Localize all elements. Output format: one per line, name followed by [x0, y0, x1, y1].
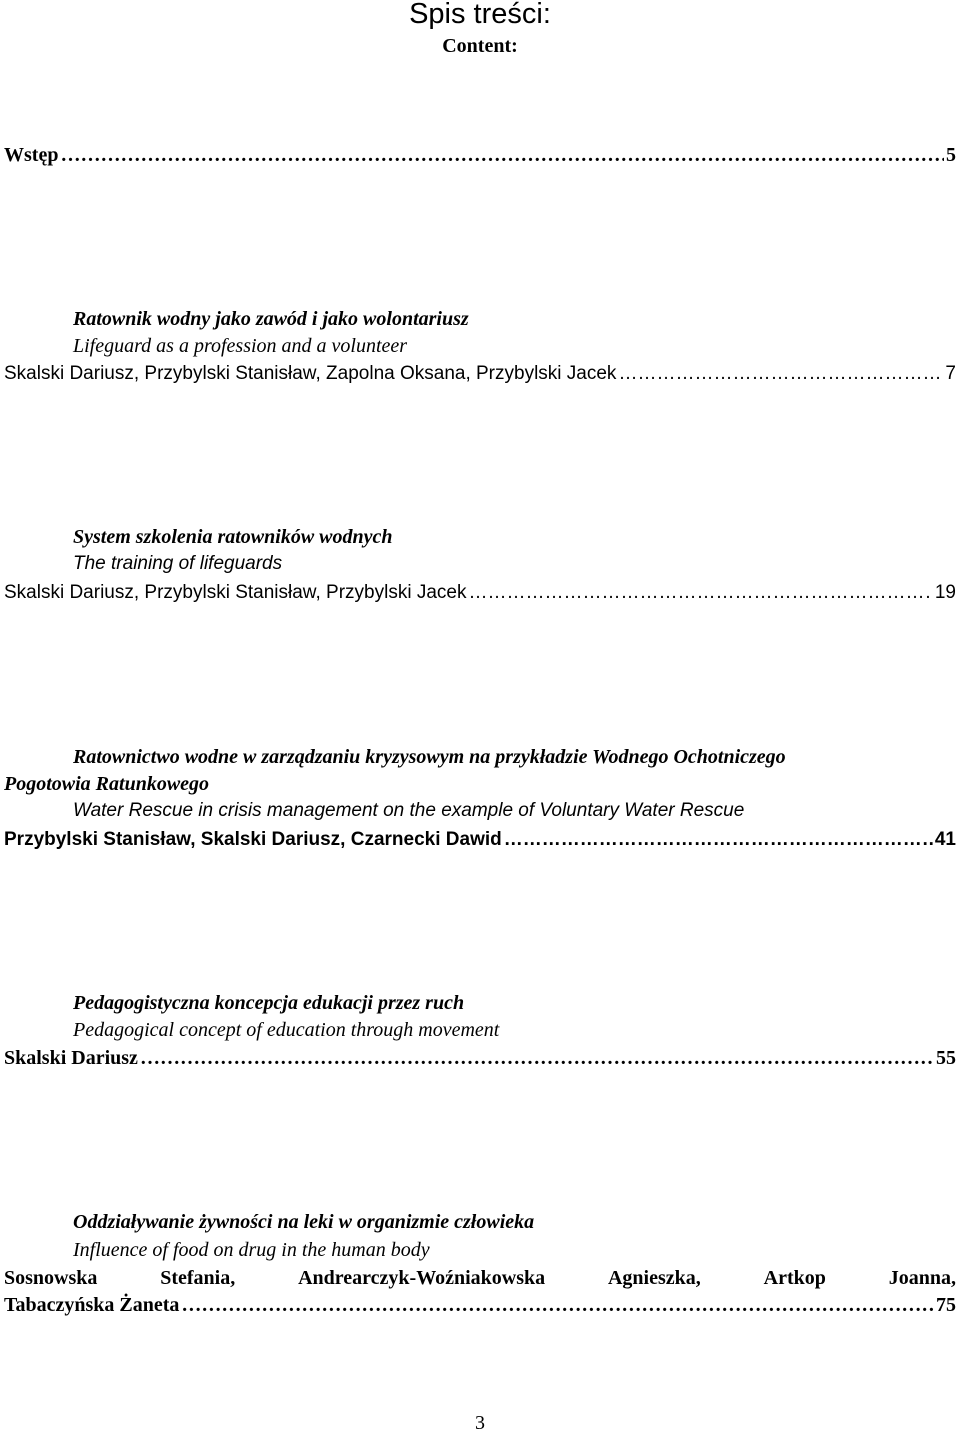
- toc-page-number: 55: [936, 1047, 956, 1069]
- toc-entry-introduction[interactable]: [4, 142, 956, 168]
- toc-entry-label: Wstęp: [4, 144, 59, 166]
- toc-entry-title-pl: Oddziaływanie żywności na leki w organizmie człowieka: [73, 1211, 535, 1233]
- toc-entry-title-pl: System szkolenia ratowników wodnych: [73, 526, 393, 548]
- toc-entry-title-en: Water Rescue in crisis management on the example of Voluntary Water Rescue: [73, 800, 745, 821]
- author-word: Sosnowska: [4, 1267, 98, 1289]
- dot-leader: [140, 1045, 934, 1071]
- toc-entry-title-en: The training of lifeguards: [73, 553, 283, 574]
- dot-leader: [618, 361, 943, 387]
- author-word: Stefania,: [160, 1267, 236, 1289]
- toc-entry-title-en: Influence of food on drug in the human body: [73, 1239, 430, 1261]
- dot-leader: [181, 1292, 934, 1318]
- toc-page-number: 7: [945, 363, 956, 384]
- toc-page-number: 41: [934, 829, 956, 850]
- toc-entry-title-pl: Pedagogistyczna koncepcja edukacji przez ruch: [73, 992, 465, 1014]
- toc-entry-authors[interactable]: [4, 1045, 956, 1071]
- page-subtitle: Content:: [442, 35, 518, 57]
- author-word: Agnieszka,: [607, 1267, 701, 1289]
- toc-entry-author-list: Skalski Dariusz, Przybylski Stanisław, Zapolna Oksana, Przybylski Jacek: [4, 363, 617, 384]
- dot-leader: [468, 580, 932, 606]
- toc-page-number: 5: [946, 144, 956, 166]
- toc-entry-authors-line1: [4, 1265, 956, 1291]
- dot-leader: [504, 827, 933, 853]
- page-title: Spis treści:: [409, 0, 551, 30]
- toc-page-number: 19: [934, 582, 956, 603]
- toc-entry-authors[interactable]: [4, 361, 956, 387]
- toc-entry-authors[interactable]: [4, 580, 956, 606]
- toc-entry-author-list: Tabaczyńska Żaneta: [4, 1294, 180, 1316]
- toc-entry-title-pl: Ratownik wodny jako zawód i jako wolontariusz: [73, 308, 469, 330]
- toc-entry-author-list: Przybylski Stanisław, Skalski Dariusz, Czarnecki Dawid: [4, 829, 502, 850]
- dot-leader: [60, 142, 944, 168]
- page-number: 3: [475, 1412, 485, 1434]
- toc-entry-title-en: Lifeguard as a profession and a volunteer: [73, 335, 408, 357]
- toc-entry-title-pl-line1: Ratownictwo wodne w zarządzaniu kryzysowym na przykładzie Wodnego Ochotniczego: [73, 746, 786, 768]
- author-word: Joanna,: [888, 1267, 956, 1289]
- author-word: Andrearczyk-Woźniakowska: [298, 1267, 546, 1289]
- toc-entry-title-pl-line2: Pogotowia Ratunkowego: [4, 773, 210, 795]
- toc-entry-authors[interactable]: [4, 827, 956, 853]
- toc-entry-authors[interactable]: [4, 1292, 956, 1318]
- author-word: Artkop: [763, 1267, 826, 1289]
- toc-entry-author-list: Skalski Dariusz, Przybylski Stanisław, Przybylski Jacek: [4, 582, 467, 603]
- toc-page-number: 75: [936, 1294, 956, 1316]
- toc-entry-author-list: Skalski Dariusz: [4, 1047, 138, 1069]
- toc-entry-title-en: Pedagogical concept of education through movement: [73, 1019, 500, 1041]
